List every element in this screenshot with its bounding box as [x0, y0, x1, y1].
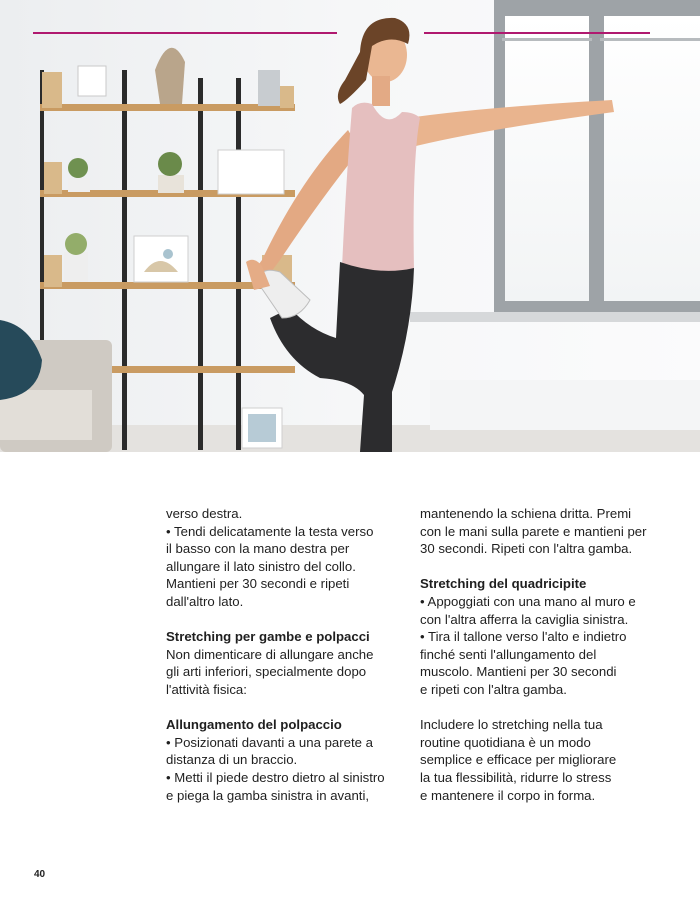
text-line: allungare il lato sinistro del collo. [166, 558, 356, 574]
text-line: • Posizionati davanti a una parete a [166, 734, 373, 750]
text-line: con le mani sulla parete e mantieni per [420, 523, 647, 539]
text-line: mantenendo la schiena dritta. Premi [420, 506, 632, 521]
text-line: e piega la gamba sinistra in avanti, [166, 787, 370, 803]
text-line: il basso con la mano destra per [166, 541, 350, 557]
text-line: e ripeti con l'altra gamba. [420, 681, 567, 697]
pink-tank-top [342, 103, 420, 275]
text-line: finché senti l'allungamento del [420, 646, 597, 662]
art-frame [134, 236, 188, 282]
text-line: • Appoggiati con una mano al muro e [420, 593, 636, 609]
text-line: routine quotidiana è un modo [420, 734, 591, 750]
text-line: distanza di un braccio. [166, 752, 298, 768]
radiator [430, 380, 700, 430]
text-line: • Tira il tallone verso l'alto e indietro [420, 629, 627, 645]
page-number: 40 [34, 869, 46, 880]
text-line: • Tendi delicatamente la testa verso [166, 523, 374, 539]
text-line: muscolo. Mantieni per 30 secondi [420, 664, 617, 680]
text-line: verso destra. [166, 506, 243, 521]
text-line: Non dimenticare di allungare anche [166, 646, 374, 662]
section-heading-calf-stretch: Allungamento del polpaccio [166, 717, 342, 733]
section-heading-quadriceps: Stretching del quadricipite [420, 576, 587, 592]
text-line: gli arti inferiori, specialmente dopo [166, 664, 367, 680]
text-column-right [420, 505, 660, 804]
text-line: semplice e efficace per migliorare [420, 752, 617, 768]
text-line: • Metti il piede destro dietro al sinistro [166, 769, 385, 785]
section-heading-legs-calves: Stretching per gambe e polpacci [166, 629, 370, 645]
text-line: la tua flessibilità, ridurre lo stress [420, 769, 612, 785]
photo-frame [78, 66, 106, 96]
decorative-line-left [33, 32, 337, 34]
text-line: Includere lo stretching nella tua [420, 717, 603, 733]
text-line: 30 secondi. Ripeti con l'altra gamba. [420, 541, 633, 557]
text-line: e mantenere il corpo in forma. [420, 787, 596, 803]
text-line: dall'altro lato. [166, 593, 244, 609]
decorative-line-right [424, 32, 650, 34]
text-line: Mantieni per 30 secondi e ripeti [166, 576, 350, 592]
text-line: l'attività fisica: [166, 681, 247, 697]
text-line: con l'altra afferra la caviglia sinistra. [420, 611, 629, 627]
text-column-left [166, 505, 406, 804]
